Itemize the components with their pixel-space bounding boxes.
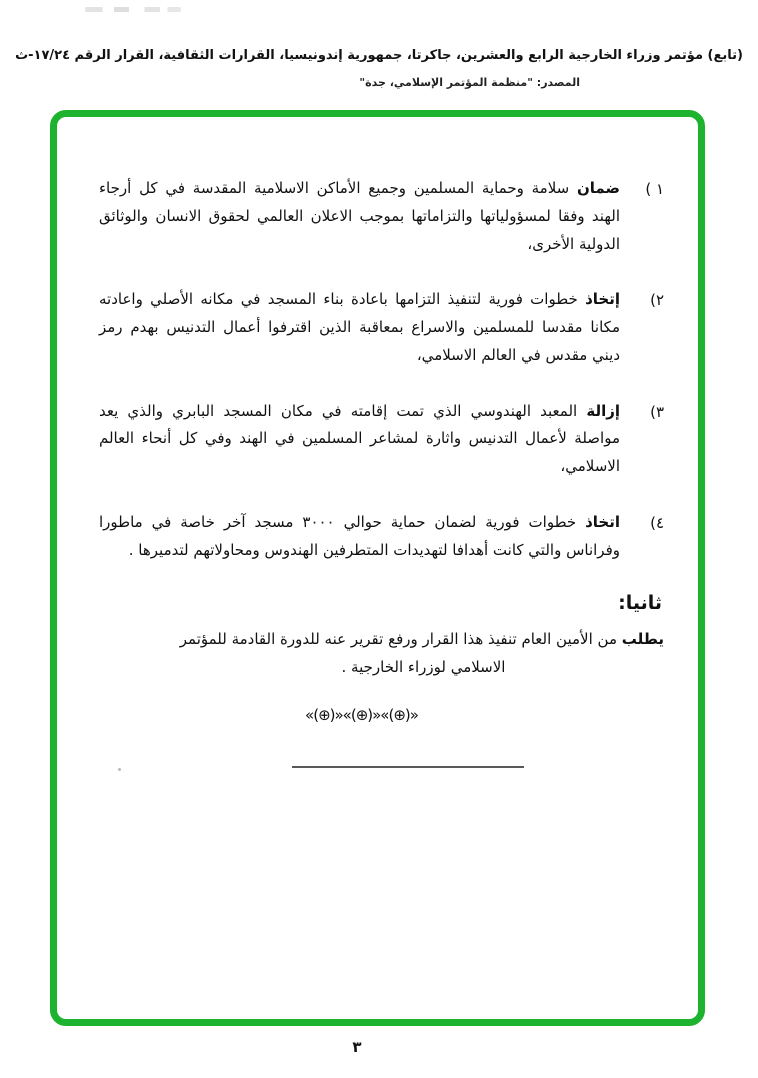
scan-noise-dot: [118, 768, 121, 771]
item-2-marker: ٢): [650, 291, 664, 310]
list-item-2: [99, 286, 664, 369]
list-item-1: [99, 175, 664, 258]
section-two-lead-word: يطلب: [621, 630, 664, 649]
item-2-text: [99, 286, 620, 369]
horizontal-rule: [292, 766, 524, 768]
section-two-line2: الاسلامي لوزراء الخارجية .: [341, 658, 506, 676]
ornamental-separator: «(⊕)»«(⊕)»«(⊕)»: [305, 705, 418, 724]
item-1-text: [99, 175, 620, 258]
document-header-title: (تابع) مؤتمر وزراء الخارجية الرابع والعشرين، جاكرتا، جمهورية إندونيسيا، القرارات الثقافية، القرار الرقم ١٧/٢٤-ث: [15, 48, 743, 63]
list-item-4: [99, 509, 664, 565]
item-1-body: سلامة وحماية المسلمين وجميع الأماكن الاسلامية المقدسة في كل أرجاء الهند وفقا لمسؤولياتها والتزاماتها بموجب الاعلان العالمي لحقوق الانسان والوثائق الدولية الأخرى،: [99, 179, 620, 253]
item-4-marker: ٤): [650, 513, 664, 532]
section-two-line1-rest: من الأمين العام تنفيذ هذا القرار ورفع تقرير عنه للدورة القادمة للمؤتمر: [179, 630, 622, 649]
green-border-frame: [50, 110, 705, 1026]
item-4-body: خطوات فورية لضمان حماية حوالي ٣٠٠٠ مسجد آخر خاصة في ماطورا وفراناس والتي كانت أهدافا لتهديدات المتطرفين الهندوس ومحاولاتهم لتدميرها .: [99, 512, 620, 559]
item-2-body: خطوات فورية لتنفيذ التزامها باعادة بناء المسجد في مكانه الأصلي واعادته مكانا مقدسا للمسلمين والاسراع بمعاقبة الذين اقترفوا أعمال التدنيس بهدم رمز ديني مقدس في العالم الاسلامي،: [99, 290, 620, 364]
item-3-marker: ٣): [650, 402, 664, 421]
item-1-marker: ١ ): [645, 180, 664, 198]
section-two-heading: ثانيا:: [618, 592, 662, 615]
list-item-3: [99, 398, 664, 481]
page-number: ٣: [352, 1038, 362, 1056]
item-4-lead-word: اتخاذ: [585, 512, 621, 531]
resolution-body: [57, 117, 698, 1019]
source-value: "منظمة المؤتمر الإسلامي، جدة": [359, 76, 533, 89]
item-4-text: [99, 509, 620, 565]
item-3-body: المعبد الهندوسي الذي تمت إقامته في مكان المسجد البابري والذي يعد مواصلة لأعمال التدنيس واثارة لمشاعر المسلمين في الهند وفي كل أنحاء العالم الاسلامي،: [99, 401, 620, 475]
section-two-line1: [99, 626, 664, 654]
section-two-paragraph: [99, 626, 664, 682]
source-label: المصدر:: [536, 76, 580, 89]
item-3-text: [99, 398, 620, 481]
document-source-line: [359, 76, 580, 89]
item-2-lead-word: إتخاذ: [585, 290, 620, 309]
item-1-lead-word: ضمان: [577, 179, 620, 197]
item-3-lead-word: إزالة: [586, 401, 620, 420]
scan-smudge: [85, 7, 181, 12]
